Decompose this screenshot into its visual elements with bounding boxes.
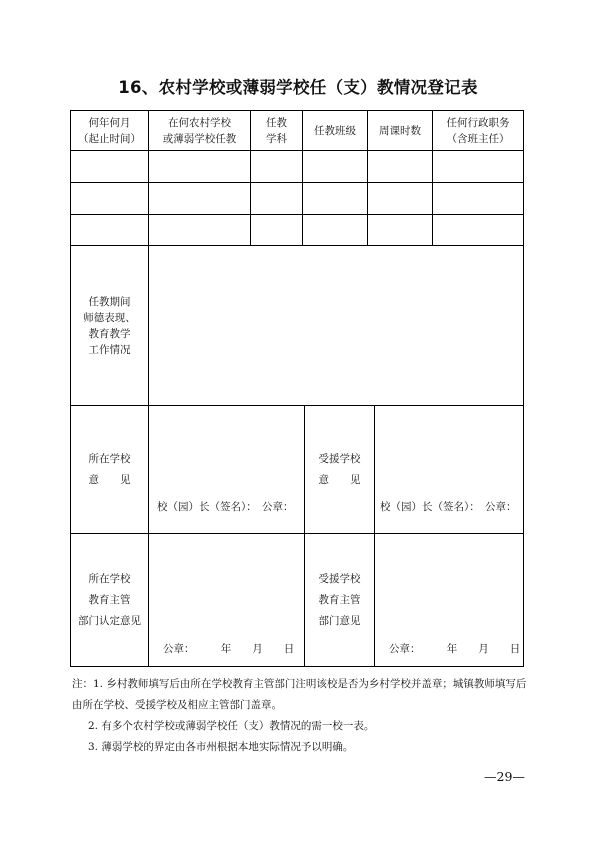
header-text: （含班主任） bbox=[446, 132, 510, 145]
data-cell[interactable] bbox=[303, 151, 367, 182]
row-divider bbox=[71, 214, 523, 215]
header-text: 任教班级 bbox=[314, 124, 356, 137]
label-text: 部门认定意见 bbox=[78, 614, 141, 627]
row-divider bbox=[71, 182, 523, 183]
label-text: 任教期间 bbox=[88, 295, 131, 308]
header-text: 周课时数 bbox=[379, 124, 421, 137]
aided-dept-opinion-label bbox=[305, 534, 374, 666]
label-text: 部门意见 bbox=[318, 614, 361, 627]
conduct-content[interactable] bbox=[149, 246, 523, 405]
note-1: 注：1. 乡村教师填写后由所在学校教育主管部门注明该校是否为乡村学校并盖章；城镇教师填写后由所在学校、受援学校及相应主管部门盖章。 bbox=[72, 678, 527, 711]
school-principal-signature: 校（园）长（签名）： 公章： bbox=[157, 501, 294, 513]
data-cell[interactable] bbox=[149, 151, 250, 182]
label-text: 师德表现、 bbox=[83, 311, 136, 324]
dept-stamp-date: 公章： 年 月 日 bbox=[163, 643, 295, 655]
label-text: 意 见 bbox=[318, 473, 361, 486]
header-subject bbox=[251, 111, 302, 150]
aided-school-opinion-label bbox=[305, 406, 374, 533]
header-text: 任何行政职务 bbox=[446, 116, 510, 129]
data-cell[interactable] bbox=[71, 151, 148, 182]
header-text: 何年何月 bbox=[88, 116, 131, 129]
page-number: —29— bbox=[484, 769, 525, 784]
header-admin-position bbox=[433, 111, 523, 150]
header-text: 任教 bbox=[266, 116, 287, 129]
dept-opinion-label bbox=[71, 534, 148, 666]
label-text: 意 见 bbox=[88, 473, 131, 486]
label-text: 受援学校 bbox=[318, 452, 361, 465]
label-text: 工作情况 bbox=[88, 343, 131, 356]
data-cell[interactable] bbox=[433, 151, 523, 182]
label-text: 受援学校 bbox=[318, 572, 361, 585]
conduct-label bbox=[71, 246, 148, 405]
header-text: 或薄弱学校任教 bbox=[162, 132, 237, 145]
aided-dept-stamp-date: 公章： 年 月 日 bbox=[389, 643, 521, 655]
header-text: 在何农村学校 bbox=[168, 116, 231, 129]
registration-form-table bbox=[70, 110, 524, 667]
label-text: 所在学校 bbox=[88, 572, 131, 585]
page-title: 16、农村学校或薄弱学校任（支）教情况登记表 bbox=[118, 78, 478, 97]
header-period bbox=[71, 111, 148, 150]
label-text: 教育主管 bbox=[88, 593, 131, 606]
note-2: 2. 有多个农村学校或薄弱学校任（支）教情况的需一校一表。 bbox=[88, 720, 375, 732]
label-text: 所在学校 bbox=[88, 452, 131, 465]
label-text: 教育主管 bbox=[318, 593, 361, 606]
note-3: 3. 薄弱学校的界定由各市州根据本地实际情况予以明确。 bbox=[88, 741, 354, 753]
column-divider bbox=[374, 405, 375, 666]
header-text: 学科 bbox=[266, 132, 287, 145]
data-cell[interactable] bbox=[368, 151, 432, 182]
header-text: （起止时间） bbox=[78, 132, 141, 145]
label-text: 教育教学 bbox=[88, 327, 131, 340]
aided-school-principal-signature: 校（园）长（签名）： 公章： bbox=[380, 501, 517, 513]
data-cell[interactable] bbox=[251, 151, 302, 182]
school-opinion-label bbox=[71, 406, 148, 533]
notes bbox=[72, 674, 532, 758]
header-class bbox=[303, 111, 367, 150]
header-school bbox=[149, 111, 250, 150]
header-weekly-hours bbox=[368, 111, 432, 150]
